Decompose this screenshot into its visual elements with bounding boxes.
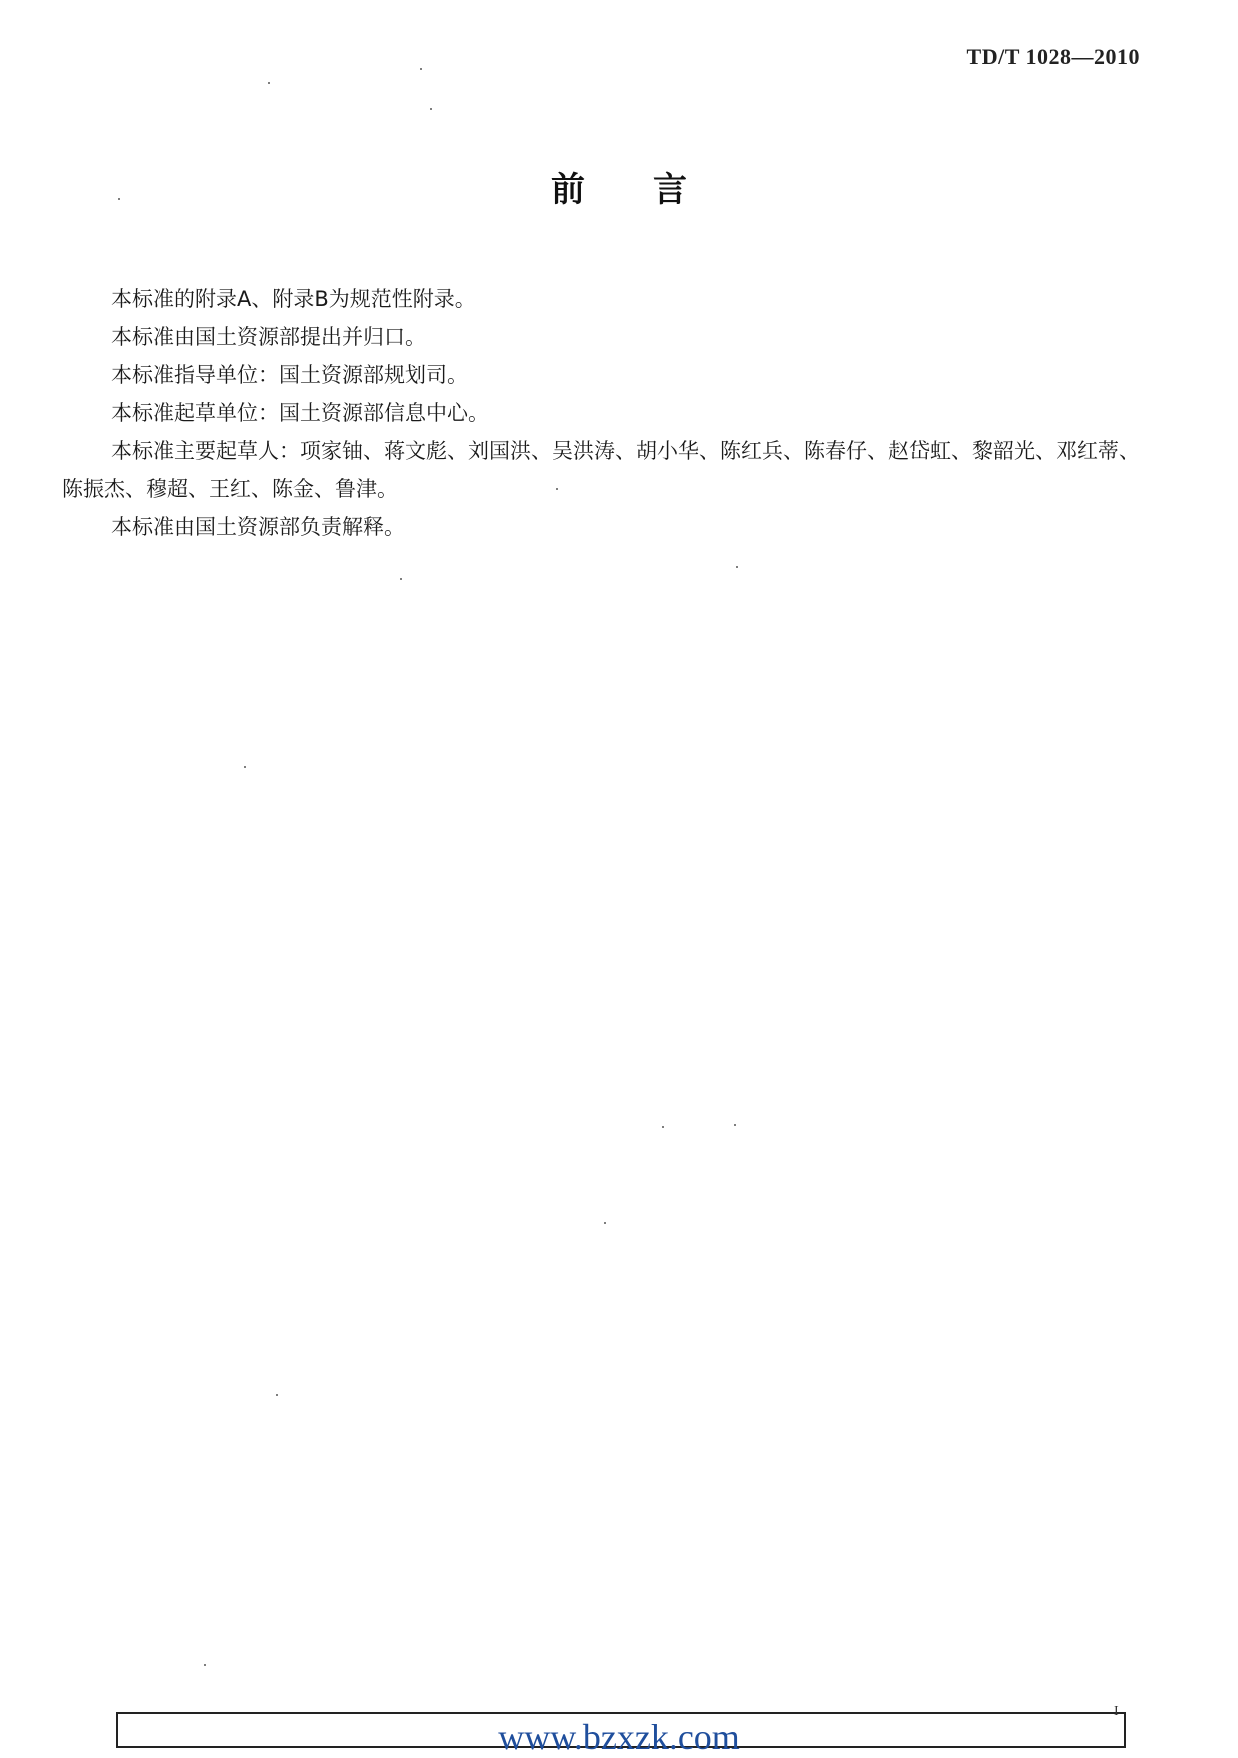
scan-speck bbox=[268, 82, 270, 84]
scan-speck bbox=[556, 488, 558, 490]
paragraph-guiding-unit: 本标准指导单位：国土资源部规划司。 bbox=[111, 363, 468, 387]
page-title: 前 言 bbox=[551, 170, 687, 210]
scan-speck bbox=[204, 1664, 206, 1666]
scan-speck bbox=[276, 1394, 278, 1396]
paragraph-appendix: 本标准的附录A、附录B为规范性附录。 bbox=[111, 287, 476, 311]
scan-speck bbox=[420, 68, 422, 70]
scan-speck bbox=[118, 198, 120, 200]
footer-url: www.bzxzk.com bbox=[498, 1717, 740, 1757]
scan-speck bbox=[662, 1126, 664, 1128]
paragraph-proposer: 本标准由国土资源部提出并归口。 bbox=[111, 325, 426, 349]
scan-speck bbox=[400, 578, 402, 580]
paragraph-drafting-unit: 本标准起草单位：国土资源部信息中心。 bbox=[111, 401, 489, 425]
paragraph-interpretation: 本标准由国土资源部负责解释。 bbox=[111, 515, 405, 539]
page-number: I bbox=[1114, 1704, 1119, 1719]
scan-speck bbox=[734, 1124, 736, 1126]
foreword-body bbox=[62, 280, 1142, 546]
scan-speck bbox=[736, 566, 738, 568]
standard-code: TD/T 1028—2010 bbox=[966, 44, 1140, 69]
scan-speck bbox=[244, 766, 246, 768]
scan-speck bbox=[604, 1222, 606, 1224]
scan-speck bbox=[430, 108, 432, 110]
paragraph-drafters: 本标准主要起草人：项家铀、蒋文彪、刘国洪、吴洪涛、胡小华、陈红兵、陈春仔、赵岱虹、黎韶光、邓红蒂、陈振杰、穆超、王红、陈金、鲁津。 bbox=[62, 439, 1140, 501]
